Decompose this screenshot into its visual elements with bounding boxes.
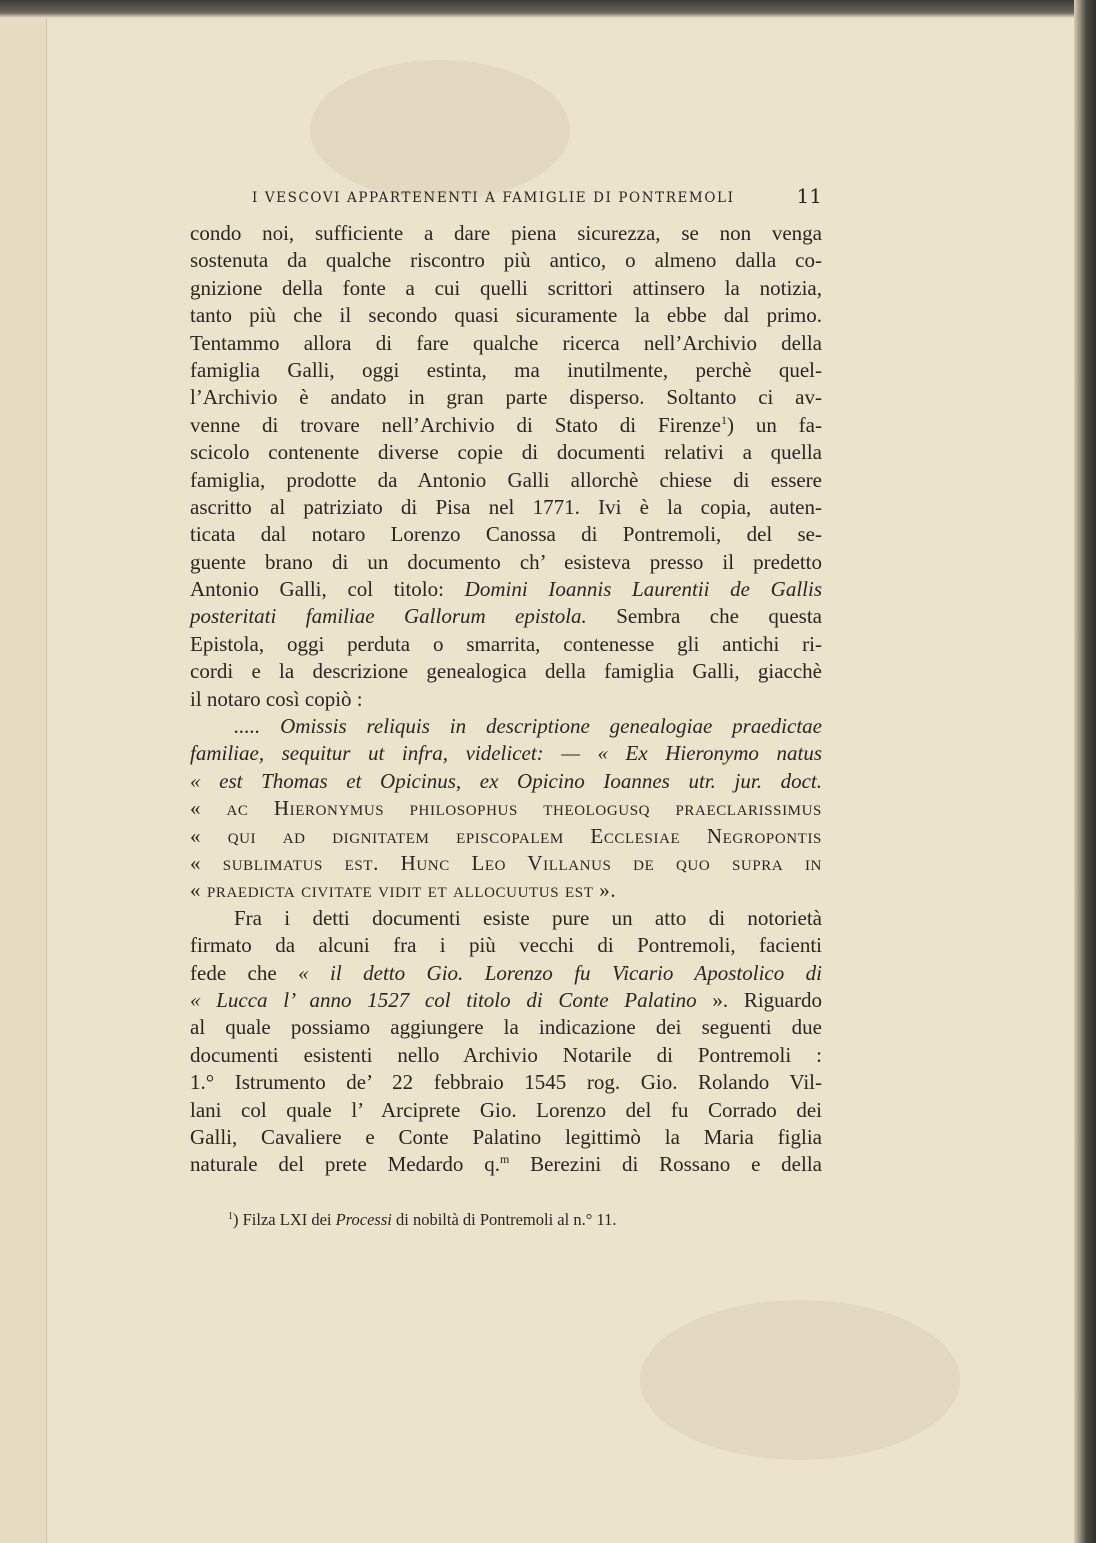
page-top-edge <box>0 0 1096 18</box>
quote-line: ..... Omissis reliquis in descriptione genealogiae praedictae <box>234 714 822 739</box>
page-right-edge <box>1074 0 1096 1543</box>
paper-stain <box>640 1300 960 1460</box>
text-line: Epistola, oggi perduta o smarrita, contenesse gli antichi ri- <box>190 631 822 656</box>
italic-quote: « Lucca l’ anno 1527 col titolo di Conte Palatino <box>190 987 697 1012</box>
text-line <box>190 412 822 439</box>
page-number: 11 <box>796 184 822 208</box>
italic-title: Domini Ioannis Laurentii de Gallis <box>464 577 822 602</box>
text-line: 1.° Istrumento de’ 22 febbraio 1545 rog. Gio. Rolando Vil- <box>190 1070 822 1095</box>
page-header <box>190 180 822 214</box>
text-segment: ». Riguardo <box>696 987 822 1012</box>
footnote-text: ) Filza LXI dei <box>233 1210 336 1229</box>
paper-stain <box>310 60 570 200</box>
footnote-italic: Processi <box>335 1210 392 1229</box>
quote-line: « ac Hieronymus philosophus theologusq praeclarissimus <box>190 796 822 821</box>
text-line <box>190 576 822 603</box>
text-line: Tentammo allora di fare qualche ricerca nell’Archivio della <box>190 330 822 355</box>
superscript: m <box>499 1152 510 1167</box>
main-text <box>190 220 822 1179</box>
text-line: condo noi, sufficiente a dare piena sicurezza, se non venga <box>190 221 822 245</box>
text-line <box>190 603 822 630</box>
text-segment: Antonio Galli, col titolo: <box>190 577 465 602</box>
text-line: documenti esistenti nello Archivio Notarile di Pontremoli : <box>190 1042 822 1067</box>
text-line: guente brano di un documento ch’ esisteva presso il predetto <box>190 549 822 574</box>
text-line: scicolo contenente diverse copie di documenti relativi a quella <box>190 440 822 465</box>
quote-line: familiae, sequitur ut infra, videlicet: — « Ex Hieronymo natus <box>190 741 822 766</box>
italic-title: posteritati familiae Gallorum epistola. <box>190 604 587 629</box>
text-line: ascritto al patriziato di Pisa nel 1771. Ivi è la copia, auten- <box>190 494 822 519</box>
text-line: il notaro così copiò : <box>190 686 363 711</box>
text-segment: Berezini di Rossano e della <box>509 1152 822 1177</box>
quote-line: « est Thomas et Opicinus, ex Opicino Ioannes utr. jur. doct. <box>190 768 822 793</box>
quote-line: « qui ad dignitatem episcopalem Ecclesiae Negropontis <box>190 823 822 848</box>
text-segment: venne di trovare nell’Archivio di Stato di Firenze <box>190 412 721 437</box>
text-line: tanto più che il secondo quasi sicuramente la ebbe dal primo. <box>190 303 822 328</box>
italic-quote: « il detto Gio. Lorenzo fu Vicario Apostolico di <box>298 960 822 985</box>
quote-line: « praedicta civitate vidit et allocuutus est ». <box>190 878 617 903</box>
text-segment: fede che <box>190 960 299 985</box>
text-line: firmato da alcuni fra i più vecchi di Pontremoli, facienti <box>190 933 822 958</box>
text-line <box>190 1151 822 1178</box>
text-line: famiglia, prodotte da Antonio Galli allorchè chiese di essere <box>190 467 822 492</box>
text-line: cordi e la descrizione genealogica della famiglia Galli, giacchè <box>190 659 822 684</box>
facing-page-strip <box>0 18 47 1543</box>
text-line: al quale possiamo aggiungere la indicazione dei seguenti due <box>190 1015 822 1040</box>
text-line: l’Archivio è andato in gran parte disperso. Soltanto ci av- <box>190 385 822 410</box>
text-line: lani col quale l’ Arciprete Gio. Lorenzo del fu Corrado dei <box>190 1097 822 1122</box>
footnote-text: di nobiltà di Pontremoli al n.° 11. <box>391 1210 617 1229</box>
text-line: sostenuta da qualche riscontro più antico, o almeno dalla co- <box>190 248 822 273</box>
text-segment: ) un fa- <box>726 412 822 437</box>
footnote-marker: 1 <box>228 1211 233 1222</box>
text-line: Galli, Cavaliere e Conte Palatino legittimò la Maria figlia <box>190 1124 822 1149</box>
text-line <box>190 960 822 987</box>
text-line: famiglia Galli, oggi estinta, ma inutilmente, perchè quel- <box>190 357 822 382</box>
footnote-reference: 1 <box>720 412 727 427</box>
running-head: I VESCOVI APPARTENENTI A FAMIGLIE DI PONTREMOLI <box>252 190 735 206</box>
text-line: Fra i detti documenti esiste pure un atto di notorietà <box>234 905 822 930</box>
text-line: ticata dal notaro Lorenzo Canossa di Pontremoli, del se- <box>190 522 822 547</box>
footnote <box>228 1210 818 1230</box>
text-segment: naturale del prete Medardo q. <box>190 1152 500 1177</box>
quote-line: « sublimatus est. Hunc Leo Villanus de quo supra in <box>190 850 822 875</box>
text-line <box>190 987 822 1014</box>
text-line: gnizione della fonte a cui quelli scrittori attinsero la notizia, <box>190 275 822 300</box>
text-segment: Sembra che questa <box>586 604 822 629</box>
